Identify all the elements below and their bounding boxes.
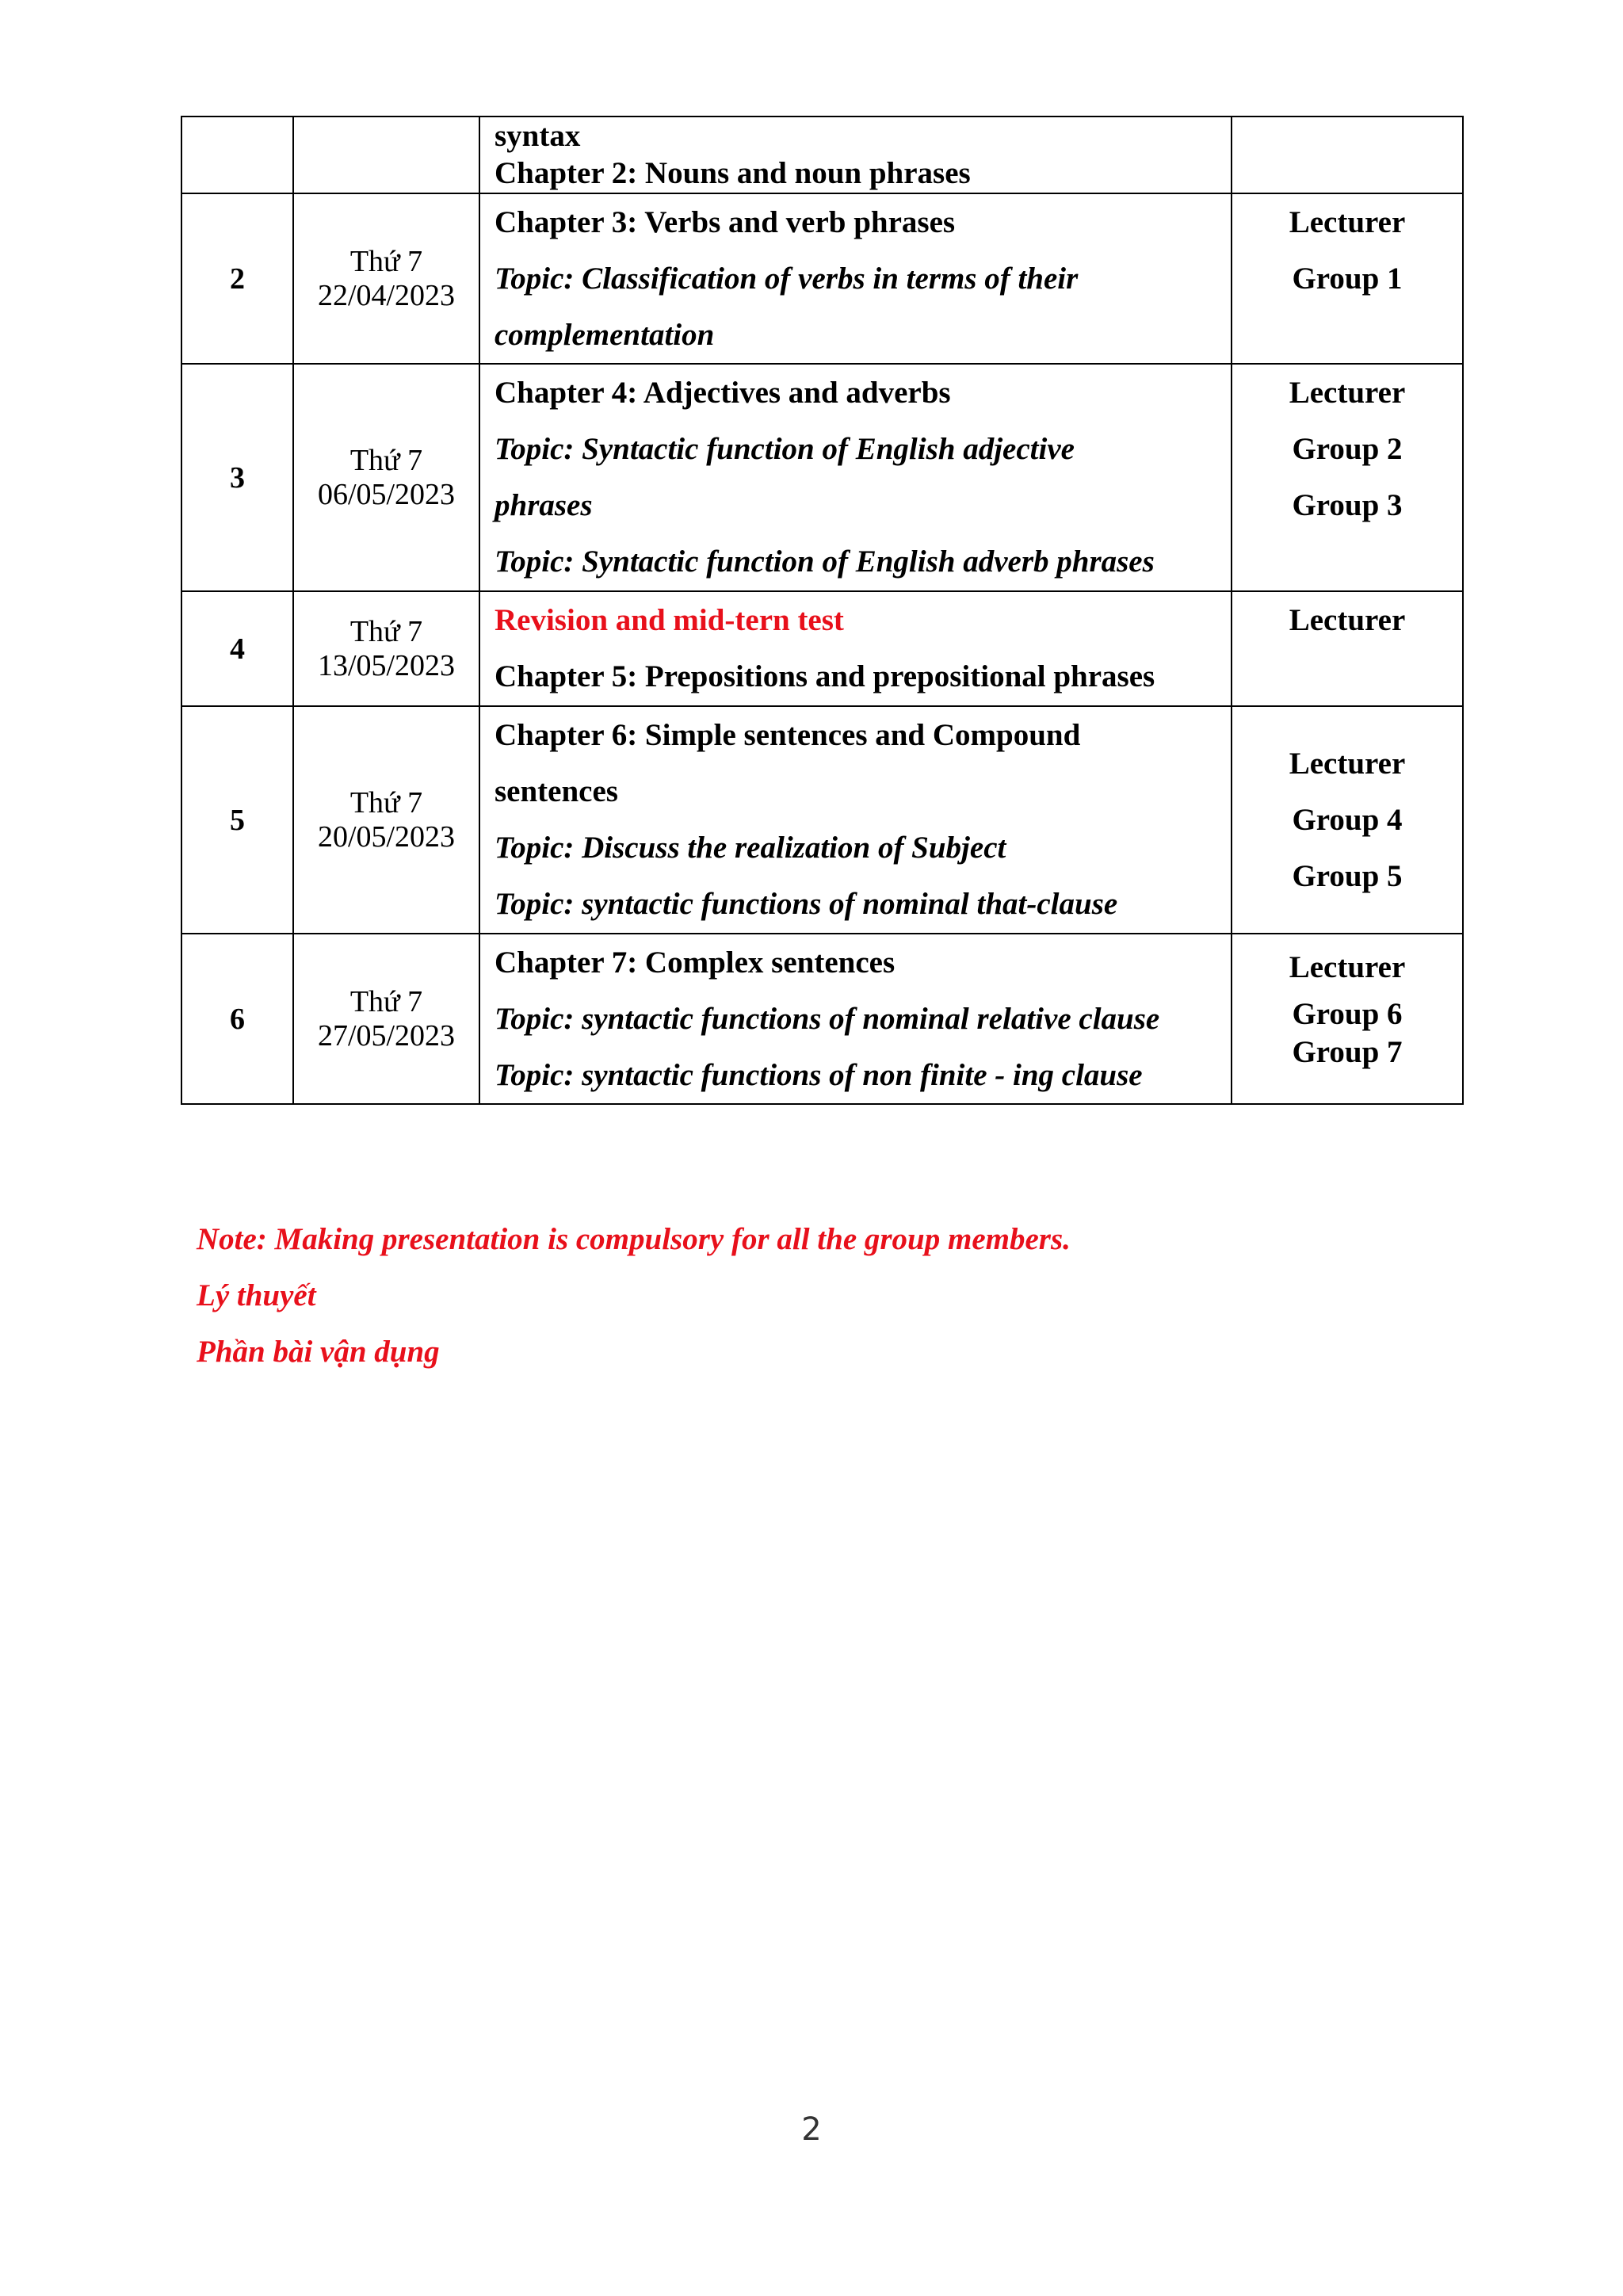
- date-cell: [293, 364, 479, 591]
- responsible-label: Lecturer: [1289, 376, 1406, 410]
- topic-line: Topic: syntactic functions of non finite - ing clause: [495, 1058, 1143, 1092]
- responsible-label: Lecturer: [1289, 950, 1406, 984]
- content-cell: [479, 193, 1232, 364]
- week-cell: 3: [181, 364, 293, 591]
- chapter-heading: Chapter 5: Prepositions and prepositional phrases: [495, 659, 1155, 693]
- responsible-label: Group 7: [1292, 1035, 1403, 1069]
- day-label: Thứ 7: [349, 443, 423, 477]
- responsible-label: Group 5: [1292, 859, 1403, 893]
- content-cell: [479, 934, 1232, 1104]
- chapter-heading: sentences: [495, 774, 618, 808]
- note-text: Phần bài vận dụng: [197, 1335, 440, 1369]
- date-label: 22/04/2023: [317, 278, 456, 312]
- table-row: [181, 934, 1463, 1104]
- date-label: 13/05/2023: [317, 648, 456, 682]
- content-line: syntax: [495, 119, 581, 153]
- responsible-cell: [1232, 193, 1463, 364]
- day-label: Thứ 7: [349, 785, 423, 819]
- week-cell: 6: [181, 934, 293, 1104]
- content-cell: [479, 706, 1232, 934]
- day-label: Thứ 7: [349, 614, 423, 648]
- topic-line: Topic: syntactic functions of nominal that-clause: [495, 887, 1118, 921]
- week-cell: [181, 117, 293, 193]
- table-row: [181, 193, 1463, 364]
- day-label: Thứ 7: [349, 244, 423, 278]
- responsible-label: Group 6: [1292, 997, 1403, 1031]
- table-row: [181, 117, 1463, 193]
- topic-line: Topic: Syntactic function of English adverb phrases: [495, 544, 1155, 579]
- date-label: 20/05/2023: [317, 819, 456, 854]
- topic-line: phrases: [495, 488, 593, 522]
- date-cell: [293, 591, 479, 706]
- responsible-label: Lecturer: [1289, 603, 1406, 637]
- responsible-cell: [1232, 706, 1463, 934]
- date-cell: [293, 934, 479, 1104]
- responsible-label: Group 1: [1292, 262, 1403, 296]
- date-cell: [293, 117, 479, 193]
- schedule-table: [181, 116, 1464, 1105]
- date-label: 06/05/2023: [317, 477, 456, 511]
- responsible-label: Group 4: [1292, 803, 1403, 837]
- chapter-heading: Chapter 3: Verbs and verb phrases: [495, 205, 956, 239]
- table-row: [181, 364, 1463, 591]
- week-cell: 2: [181, 193, 293, 364]
- page-number: 2: [801, 2111, 822, 2148]
- responsible-label: Lecturer: [1289, 205, 1406, 239]
- responsible-cell: [1232, 591, 1463, 706]
- table-row: [181, 591, 1463, 706]
- date-label: 27/05/2023: [317, 1018, 456, 1052]
- chapter-heading: Chapter 7: Complex sentences: [495, 946, 896, 980]
- responsible-cell: [1232, 364, 1463, 591]
- notes-block: [197, 1211, 1071, 1380]
- content-cell: [479, 117, 1232, 193]
- content-cell: [479, 364, 1232, 591]
- responsible-label: Group 2: [1292, 432, 1403, 466]
- day-label: Thứ 7: [349, 984, 423, 1018]
- chapter-heading: Chapter 6: Simple sentences and Compound: [495, 718, 1081, 752]
- week-cell: 4: [181, 591, 293, 706]
- table-row: [181, 706, 1463, 934]
- note-text: Note: Making presentation is compulsory for all the group members.: [197, 1222, 1071, 1256]
- chapter-heading: Chapter 2: Nouns and noun phrases: [495, 156, 971, 190]
- date-cell: [293, 706, 479, 934]
- revision-heading: Revision and mid-tern test: [495, 603, 844, 637]
- responsible-label: Lecturer: [1289, 747, 1406, 781]
- topic-line: Topic: Discuss the realization of Subject: [495, 831, 1006, 865]
- content-cell: [479, 591, 1232, 706]
- topic-line: Topic: syntactic functions of nominal relative clause: [495, 1002, 1160, 1036]
- topic-line: Topic: Classification of verbs in terms of their: [495, 262, 1079, 296]
- week-cell: 5: [181, 706, 293, 934]
- responsible-cell: [1232, 934, 1463, 1104]
- topic-line: Topic: Syntactic function of English adjective: [495, 432, 1075, 466]
- responsible-cell: [1232, 117, 1463, 193]
- responsible-label: Group 3: [1292, 488, 1403, 522]
- note-text: Lý thuyết: [197, 1278, 316, 1312]
- chapter-heading: Chapter 4: Adjectives and adverbs: [495, 376, 951, 410]
- date-cell: [293, 193, 479, 364]
- topic-line: complementation: [495, 318, 715, 352]
